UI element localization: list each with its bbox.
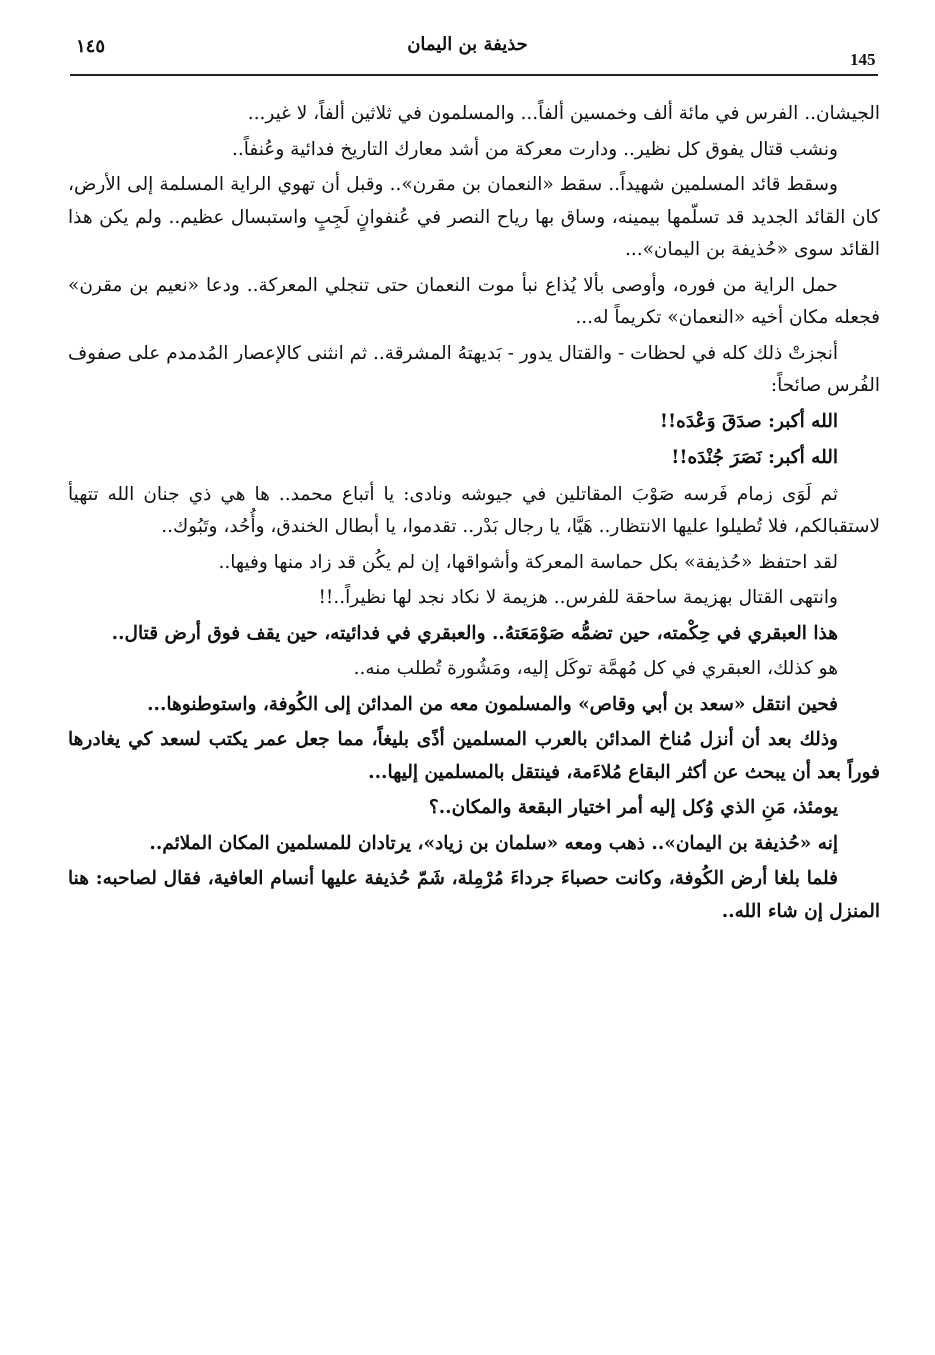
paragraph-8: وانتهى القتال بهزيمة ساحقة للفرس.. هزيمة لا نكاد نجد لها نظيراً..!! xyxy=(318,587,838,608)
paragraph-13: يومئذ، مَنِ الذي وُكل إليه أمر اختيار البقعة والمكان..؟ xyxy=(428,797,838,818)
running-title: حذيفة بن اليمان xyxy=(407,34,528,55)
paragraph-11: فحين انتقل «سعد بن أبي وقاص» والمسلمون معه من المدائن إلى الكُوفة، واستوطنوها... xyxy=(147,693,838,715)
paragraph-2: ونشب قتال يفوق كل نظير.. ودارت معركة من أشد معارك التاريخ فدائية وعُنفاً.. xyxy=(231,138,838,160)
page-number-arabic: ١٤٥ xyxy=(76,36,106,57)
verse-line-2: الله أكبر: نَصَرَ جُنْدَه!! xyxy=(671,447,838,468)
paragraph-5: أنجزتْ ذلك كله في لحظات - والقتال يدور - بَديهتهُ المشرقة.. ثم انثنى كالإعصار المُدمدم على صفوف الفُرس صائحاً: xyxy=(68,342,880,396)
body-text xyxy=(68,98,880,931)
paragraph-6: ثم لَوَى زمام فَرسه صَوْبَ المقاتلين في جيوشه ونادى: يا أتباع محمد.. ها هي ذي جنان الله تتهيأ لاستقبالكم، فلا تُطيلوا عليها الانتظار.. هَيَّا، يا رجال بَدْر.. تقدموا، يا أبطال الخندق، وأُحُد، وتَبُوك.. xyxy=(68,483,880,537)
paragraph-4: حمل الراية من فوره، وأوصى بألا يُذاع نبأ موت النعمان حتى تنجلي المعركة.. ودعا «نعيم بن مقرن» فجعله مكان أخيه «النعمان» تكريماً له... xyxy=(68,274,880,328)
page-number-latin: 145 xyxy=(850,50,876,69)
paragraph-9: هذا العبقري في حِكْمته، حين تضمُّه صَوْمَعَتهُ.. والعبقري في فدائيته، حين يقف فوق أرض قتال.. xyxy=(111,622,838,644)
paragraph-10: هو كذلك، العبقري في كل مُهمَّة توكَل إليه، ومَشُورة تُطلب منه.. xyxy=(353,658,838,679)
paragraph-15: فلما بلغا أرض الكُوفة، وكانت حصباءَ جرداءَ مُرْمِلة، شَمّ حُذيفة عليها أنسام العافية، فقال لصاحبه: هنا المنزل إن شاء الله.. xyxy=(68,868,880,922)
header-divider xyxy=(70,74,878,76)
paragraph-12: وذلك بعد أن أنزل مُناخ المدائن بالعرب المسلمين أذًى بليغاً، مما جعل عمر يكتب لسعد كي يغادرها فوراً بعد أن يبحث عن أكثر البقاع مُلاءَمة، فينتقل بالمسلمين إليها... xyxy=(68,729,880,783)
paragraph-3: وسقط قائد المسلمين شهيداً.. سقط «النعمان بن مقرن».. وقبل أن تهوي الراية المسلمة إلى الأرض، كان القائد الجديد قد تسلّمها بيمينه، وساق بها رياح النصر في عُنفوانٍ لَجِبٍ واستبسال عظيم.. ولم يكن هذا القائد سوى «حُذيفة بن اليمان»... xyxy=(68,174,880,260)
paragraph-1: الجيشان.. الفرس في مائة ألف وخمسين ألفاً... والمسلمون في ثلاثين ألفاً، لا غير... xyxy=(247,103,880,124)
paragraph-7: لقد احتفظ «حُذيفة» بكل حماسة المعركة وأشواقها، إن لم يكُن قد زاد منها وفيها.. xyxy=(218,551,838,573)
paragraph-14: إنه «حُذيفة بن اليمان».. ذهب ومعه «سلمان بن زياد»، يرتادان للمسلمين المكان الملائم.. xyxy=(149,832,838,854)
verse-line-1: الله أكبر: صدَقَ وَعْدَه!! xyxy=(659,410,838,432)
